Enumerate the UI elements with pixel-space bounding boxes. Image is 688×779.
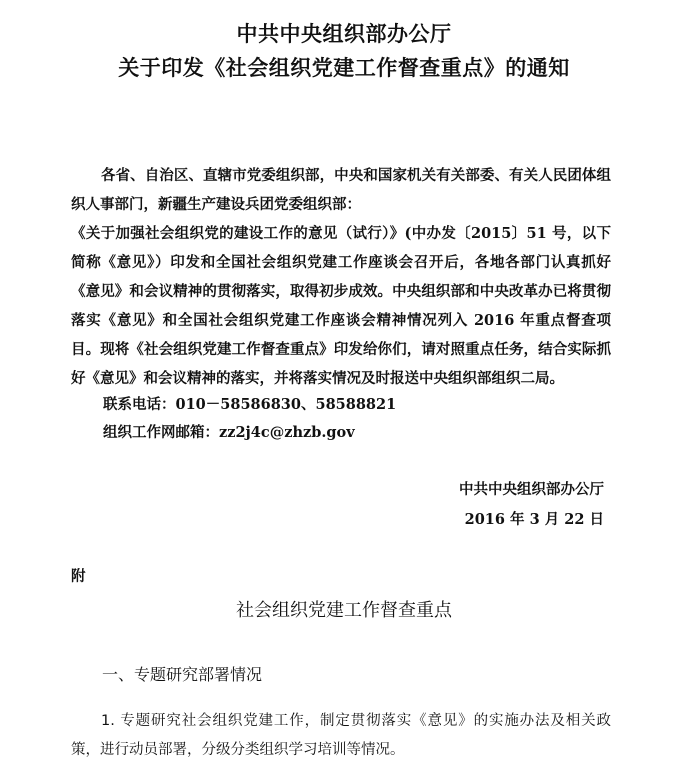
section-heading: 一、专题研究部署情况 xyxy=(102,665,263,684)
salutation-paragraph: 各省、自治区、直辖市党委组织部，中央和国家机关有关部委、有关人民团体组织人事部门，新疆生产建设兵团党委组织部： xyxy=(71,167,611,213)
signature-date: 2016 年 3 月 22 日 xyxy=(464,511,604,528)
notice-body-paragraph: 《关于加强社会组织党的建设工作的意见（试行）》(中办发〔2015〕51 号，以下简称《意见》）印发和全国社会组织党建工作座谈会召开后，各地各部门认真抓好《意见》和会议精神的贯彻落实，取得初步成效。中央组织部和中央改革办已将贯彻落实《意见》和全国社会组织党建工作座谈会精神情况列入 2016 年重点督查项目。现将《社会组织党建工作督查重点》印发给你们，请对照重点任务，结合实际抓好《意见》和会议精神的落实，并将落实情况及时报送中央组织部组织二局。 xyxy=(71,225,611,387)
attachment-title: 社会组织党建工作督查重点 xyxy=(236,600,452,621)
attachment-label: 附 xyxy=(71,568,86,585)
contact-phone: 联系电话：010－58586830、58588821 xyxy=(103,396,397,413)
notice-title: 关于印发《社会组织党建工作督查重点》的通知 xyxy=(118,56,570,80)
signature-organization: 中共中央组织部办公厅 xyxy=(459,481,604,498)
list-item: 1. 专题研究社会组织党建工作，制定贯彻落实《意见》的实施办法及相关政策，进行动员部署，分级分类组织学习培训等情况。 xyxy=(71,713,611,758)
issuer-heading: 中共中央组织部办公厅 xyxy=(236,22,452,46)
contact-email: 组织工作网邮箱：zz2j4c@zhzb.gov xyxy=(103,424,355,441)
